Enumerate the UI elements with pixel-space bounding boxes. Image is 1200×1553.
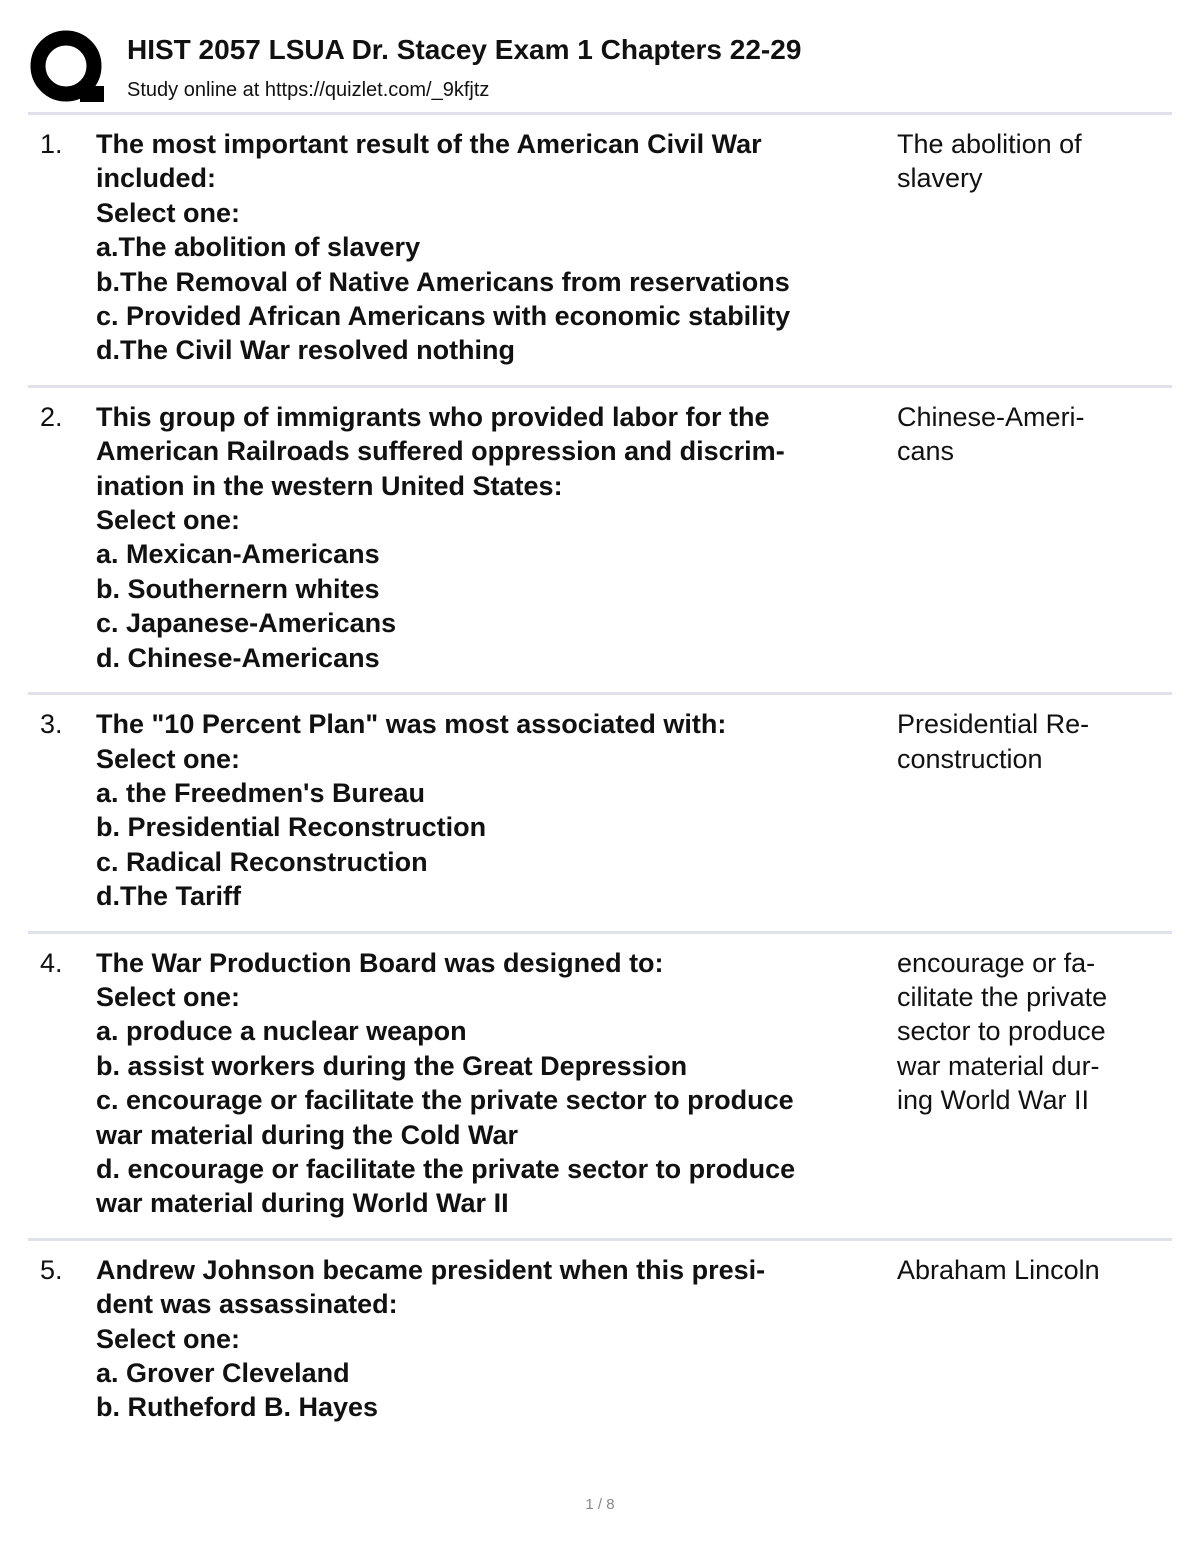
question-line: Select one: — [96, 981, 241, 1012]
question-line: a. the Freedmen's Bureau — [96, 777, 426, 808]
question-line: ination in the western United States: — [96, 470, 563, 501]
answer-line: Chinese-Ameri- — [897, 401, 1085, 432]
item-number: 2. — [40, 401, 63, 432]
question-line: d. encourage or facilitate the private sector to produce — [96, 1153, 796, 1184]
answer-text — [897, 1253, 1100, 1287]
question-line: Select one: — [96, 505, 241, 536]
question-line: Select one: — [96, 743, 241, 774]
document-title: HIST 2057 LSUA Dr. Stacey Exam 1 Chapters 22-29 — [127, 34, 802, 65]
question-line: c. Provided African Americans with economic stability — [96, 301, 791, 332]
question-line: b. Rutheford B. Hayes — [96, 1392, 379, 1423]
item-number: 1. — [40, 129, 63, 159]
answer-text — [897, 127, 1082, 196]
question-line: The most important result of the American Civil War — [96, 129, 762, 159]
answer-line: slavery — [897, 163, 983, 194]
question-line: d.The Tariff — [96, 881, 241, 912]
flashcard-item — [0, 695, 1200, 930]
question-line: war material during the Cold War — [96, 1119, 519, 1150]
question-line: The War Production Board was designed to: — [96, 947, 664, 978]
question-line: a.The abolition of slavery — [96, 232, 421, 263]
question-line: The "10 Percent Plan" was most associated with: — [96, 709, 727, 740]
answer-line: construction — [897, 743, 1043, 774]
question-line: a. Mexican-Americans — [96, 539, 380, 570]
answer-line: cilitate the private — [897, 981, 1108, 1012]
question-line: b.The Removal of Native Americans from reservations — [96, 266, 790, 297]
question-line: dent was assassinated: — [96, 1289, 398, 1320]
question-line: American Railroads suffered oppression and discrim- — [96, 436, 785, 467]
answer-line: Abraham Lincoln — [897, 1254, 1100, 1285]
question-line: c. Japanese-Americans — [96, 608, 397, 639]
answer-line: Presidential Re- — [897, 709, 1090, 740]
flashcard-item — [0, 115, 1200, 385]
question-line: included: — [96, 163, 216, 194]
quizlet-logo-icon — [30, 30, 106, 106]
question-line: c. Radical Reconstruction — [96, 846, 428, 877]
question-line: Select one: — [96, 197, 241, 228]
question-line: Select one: — [96, 1323, 241, 1354]
item-number: 5. — [40, 1254, 63, 1285]
answer-line: encourage or fa- — [897, 947, 1096, 978]
question-line: a. Grover Cleveland — [96, 1358, 350, 1388]
question-line: This group of immigrants who provided labor for the — [96, 401, 770, 432]
question-line: d. Chinese-Americans — [96, 642, 380, 673]
question-line: war material during World War II — [96, 1188, 509, 1219]
answer-line: cans — [897, 436, 955, 467]
item-number: 3. — [40, 709, 63, 740]
flashcard-item — [0, 934, 1200, 1238]
question-line: b. Southernern whites — [96, 573, 380, 604]
answer-line: sector to produce — [897, 1016, 1106, 1047]
item-number: 4. — [40, 947, 63, 978]
question-list — [0, 112, 1200, 1442]
answer-line: The abolition of — [897, 129, 1082, 159]
question-line: a. produce a nuclear weapon — [96, 1016, 467, 1047]
answer-text — [897, 400, 1085, 469]
question-line: Andrew Johnson became president when this presi- — [96, 1254, 766, 1285]
answer-text — [897, 707, 1089, 776]
answer-line: war material dur- — [897, 1050, 1100, 1081]
question-line: b. Presidential Reconstruction — [96, 812, 487, 843]
study-online-link[interactable]: Study online at https://quizlet.com/_9kfjtz — [127, 79, 490, 101]
question-line: b. assist workers during the Great Depression — [96, 1050, 688, 1081]
answer-text — [897, 946, 1107, 1118]
flashcard-item — [0, 1241, 1200, 1442]
question-line: d.The Civil War resolved nothing — [96, 335, 516, 366]
flashcard-item — [0, 388, 1200, 692]
page-number: 1 / 8 — [585, 1496, 615, 1513]
question-line: c. encourage or facilitate the private sector to produce — [96, 1085, 794, 1116]
answer-line: ing World War II — [897, 1085, 1090, 1116]
